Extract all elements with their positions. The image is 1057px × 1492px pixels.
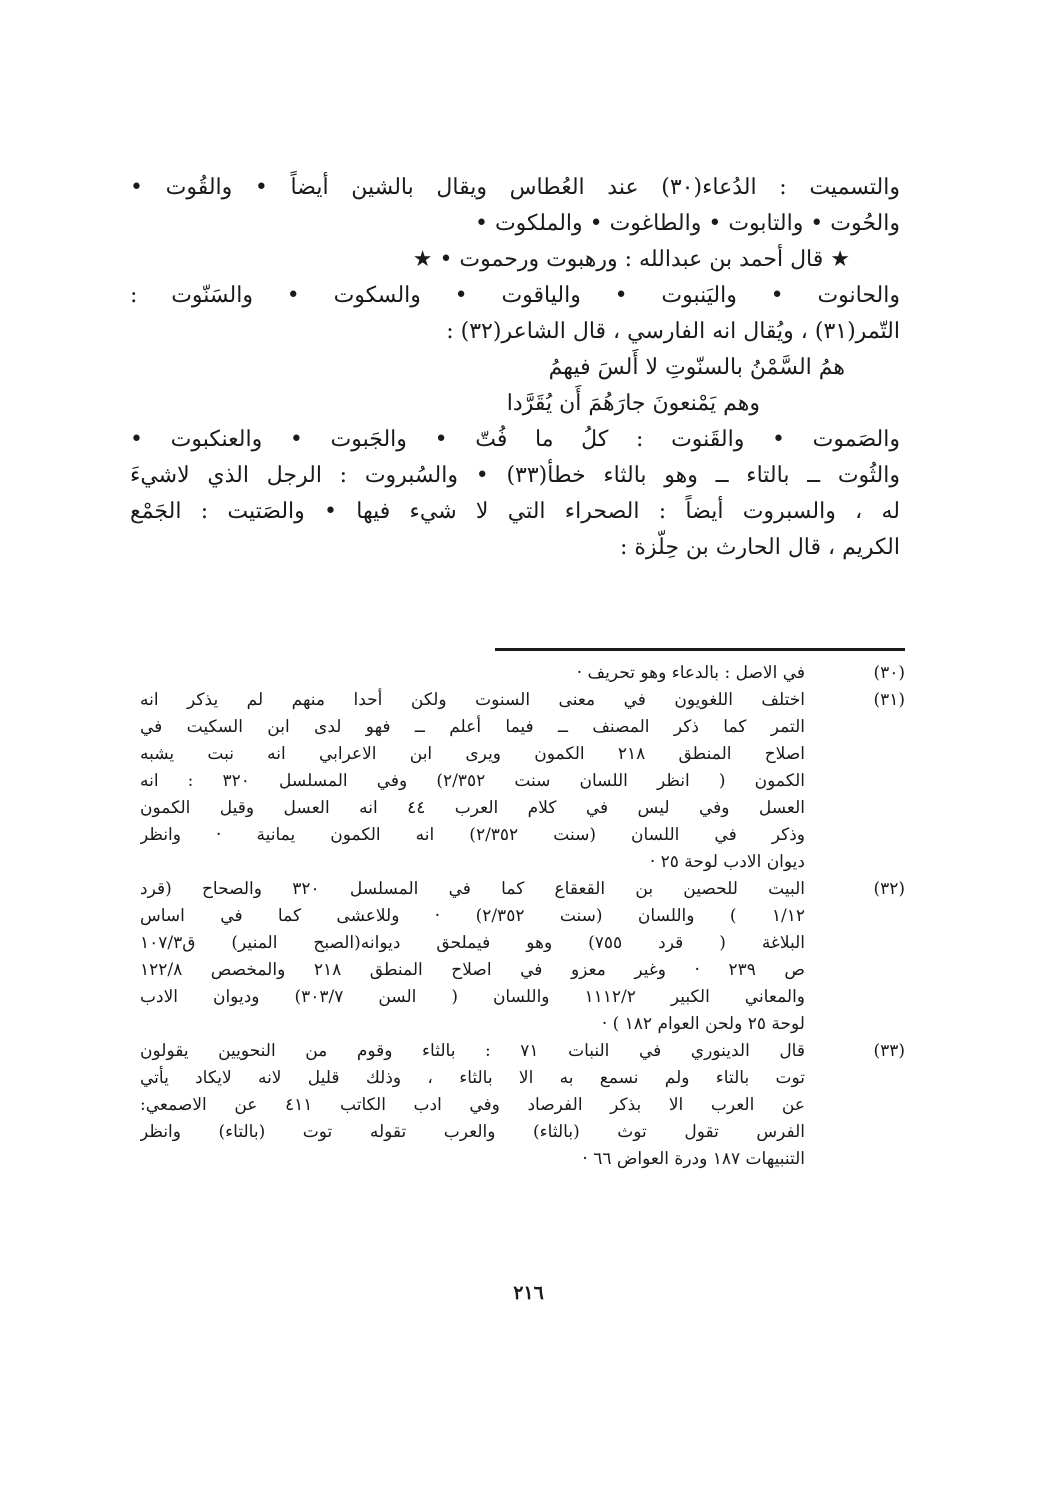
footnote-line: ديوان الادب لوحة ٢٥ ·: [649, 852, 805, 872]
footnote-line: اختلف اللغويون في معنى السنوت ولكن أحدا منهم لم يذكر انه: [140, 690, 805, 710]
main-line: والتسميت : الدُعاء(٣٠) عند العُطاس ويقال بالشين أيضاً • والقُوت •: [130, 175, 900, 200]
footnote-line: اصلاح المنطق ٢١٨ الكمون ويرى ابن الاعرابي انه نبت يشبه: [140, 744, 805, 764]
footnote-line: العسل وفي ليس في كلام العرب ٤٤ انه العسل وقيل الكمون: [140, 798, 805, 818]
footnote-31: [140, 687, 905, 876]
footnote-line: الفرس تقول توث (بالثاء) والعرب تقوله توت (بالتاء) وانظر: [140, 1122, 805, 1142]
footnote-line: ١/١٢ ) واللسان (سنت ٢/٣٥٢) · وللاعشى كما في اساس: [140, 906, 805, 926]
footnote-33: [140, 1038, 905, 1173]
footnote-line: قال الدينوري في النبات ٧١ : بالثاء وقوم من النحويين يقولون: [140, 1041, 805, 1061]
footnote-line: الكمون ( انظر اللسان سنت ٢/٣٥٢) وفي المسلسل ٣٢٠ : انه: [140, 771, 805, 791]
page-number: ٢١٦: [513, 1282, 544, 1304]
footnote-line: في الاصل : بالدعاء وهو تحريف ·: [576, 663, 805, 683]
footnote-line: التنبيهات ١٨٧ ودرة العواض ٦٦ ·: [582, 1149, 805, 1169]
footnote-number: (٣٢): [873, 879, 905, 899]
main-line: والحُوت • والتابوت • والطاغوت • والملكوت •: [475, 211, 900, 236]
main-line: الكريم ، قال الحارث بن حِلّزة :: [619, 535, 900, 560]
main-line: له ، والسبروت أيضاً : الصحراء التي لا شيء فيها • والصَتيت : الجَمْع: [130, 499, 900, 524]
main-line: والحانوت • واليَنبوت • والياقوت • والسكوت • والسَنّوت :: [130, 283, 900, 308]
footnote-32: [140, 876, 905, 1038]
verse-line: همُ السَّمْنُ بالسنّوتِ لا أَلسَ فيهمُ: [548, 355, 845, 380]
footnote-line: لوحة ٢٥ ولحن العوام ١٨٢ ) ·: [601, 1014, 805, 1034]
footnote-line: البيت للحصين بن القعقاع كما في المسلسل ٣٢٠ والصحاح (قرد: [140, 879, 805, 899]
footnotes: [140, 660, 905, 1173]
footnote-line: وذكر في اللسان (سنت ٢/٣٥٢) انه الكمون يمانية · وانظر: [140, 825, 805, 845]
main-line: والصَموت • والقَنوت : كلُ ما فُتّ • والجَبوت • والعنكبوت •: [130, 427, 900, 452]
footnote-divider: [495, 648, 905, 651]
footnote-line: والمعاني الكبير ١١١٢/٢ واللسان ( السن ٣٠٣/٧) وديوان الادب: [140, 987, 805, 1007]
main-line: التّمر(٣١) ، ويُقال انه الفارسي ، قال الشاعر(٣٢) :: [446, 319, 900, 344]
footnote-line: توت بالتاء ولم نسمع به الا بالثاء ، وذلك قليل لانه لايكاد يأتي: [140, 1068, 805, 1088]
main-line: والثُوت ــ بالتاء ــ وهو بالثاء خطأ(٣٣) • والسُبروت : الرجل الذي لاشيءَ: [130, 463, 900, 488]
footnote-line: البلاغة ( قرد ٧٥٥) وهو فيملحق ديوانه(الصبح المنير) ق١٠٧/٣: [140, 933, 805, 953]
footnote-line: عن العرب الا بذكر الفرصاد وفي ادب الكاتب ٤١١ عن الاصمعي:: [140, 1095, 805, 1115]
footnote-number: (٣١): [873, 690, 905, 710]
main-text: [130, 170, 900, 566]
footnote-number: (٣٠): [873, 663, 905, 683]
footnote-30: [140, 660, 905, 687]
footnote-line: ص ٢٣٩ · وغير معزو في اصلاح المنطق ٢١٨ والمخصص ١٢٢/٨: [140, 960, 805, 980]
main-line: ★ قال أحمد بن عبدالله : ورهبوت ورحموت • ★: [412, 247, 850, 272]
verse-line: وهم يَمْنعونَ جارَهُمَ أَن يُقَرَّدا: [506, 391, 760, 416]
footnote-line: التمر كما ذكر المصنف ــ فيما أعلم ــ فهو لدى ابن السكيت في: [140, 717, 805, 737]
footnote-number: (٣٣): [873, 1041, 905, 1061]
